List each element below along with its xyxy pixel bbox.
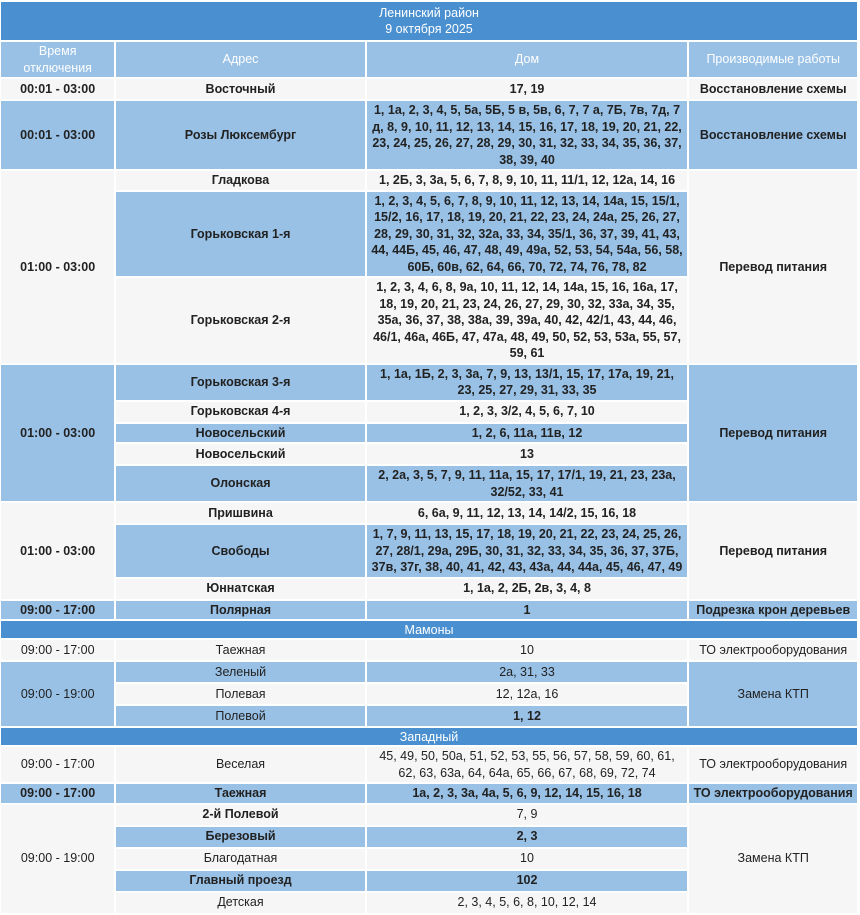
house-cell: 1, 2, 3, 4, 6, 8, 9а, 10, 11, 12, 14, 14а, 15, 16, 16а, 17, 18, 19, 20, 21, 23, 24, 26, 27, 29, 30, 32, 33а, 34, 35, 35а, 36, 37, 38, 38а, 39, 39а, 40, 42, 42/1, 43, 44, 46, 46/1, 46а, 46Б, 47, 47а, 48, 49, 50, 52, 53, 53а, 55, 57, 59, 61 (367, 278, 688, 363)
work-cell: Подрезка крон деревьев (696, 602, 851, 617)
house-cell: 10 (520, 642, 534, 657)
work-cell: Замена КТП (689, 805, 857, 913)
column-header-work: Производимые работы (689, 42, 857, 77)
house-cell: 13 (367, 444, 688, 464)
work-cell: Восстановление схемы (699, 127, 847, 142)
address-cell: Полевая (116, 684, 364, 704)
address-cell: Новосельский (116, 424, 364, 443)
table-row (1, 662, 857, 682)
house-cell: 1, 2, 6, 11а, 11в, 12 (367, 424, 688, 443)
house-cell: 1, 1а, 1Б, 2, 3, 3а, 7, 9, 13, 13/1, 15, 17, 17а, 19, 21, 23, 25, 27, 29, 31, 33, 35 (367, 365, 688, 400)
column-header-address: Адрес (116, 42, 364, 77)
work-cell: Перевод питания (689, 171, 857, 363)
table-row (1, 503, 857, 523)
address-cell: 2-й Полевой (116, 805, 364, 825)
address-cell: Горьковская 2-я (116, 278, 364, 363)
address-cell: Таежная (215, 642, 266, 657)
time-cell: 00:01 - 03:00 (20, 81, 96, 96)
table-row (1, 171, 857, 190)
address-cell: Горьковская 1-я (116, 192, 364, 277)
time-cell: 09:00 - 17:00 (20, 602, 96, 617)
house-cell: 1, 1а, 2, 3, 4, 5, 5а, 5Б, 5 в, 5в, 6, 7, 7 а, 7Б, 7в, 7д, 7 д, 8, 9, 10, 11, 12, 13, 14, 15, 16, 17, 18, 19, 20, 21, 22, 23, 24, 25, 26, 27, 28, 29, 30, 31, 32, 33, 34, 35, 36, 37, 38, 39, 40 (372, 103, 682, 167)
time-cell: 00:01 - 03:00 (20, 127, 96, 142)
address-cell: Полярная (210, 602, 271, 617)
address-cell: Детская (116, 893, 364, 913)
address-cell: Таежная (214, 786, 267, 800)
address-cell: Главный проезд (116, 871, 364, 891)
section-title-zapadny: Западный (1, 728, 857, 745)
house-cell: 1, 7, 9, 11, 13, 15, 17, 18, 19, 20, 21, 22, 23, 24, 25, 26, 27, 28/1, 29а, 29Б, 30, 31, 32, 33, 34, 35, 36, 37, 37Б, 37в, 37г, 38, 40, 41, 42, 43, 43а, 44, 44а, 45, 46, 47, 49 (367, 525, 688, 577)
address-cell: Горьковская 4-я (116, 402, 364, 422)
house-cell: 6, 6а, 9, 11, 12, 13, 14, 14/2, 15, 16, 18 (367, 503, 688, 523)
house-cell: 2а, 31, 33 (367, 662, 688, 682)
house-cell: 1, 1а, 2, 2Б, 2в, 3, 4, 8 (367, 579, 688, 599)
table-row (1, 79, 857, 99)
time-cell: 09:00 - 17:00 (20, 642, 95, 657)
table-row (1, 784, 857, 803)
column-header-row (1, 42, 857, 77)
work-cell: ТО электрооборудования (699, 642, 848, 657)
house-cell: 2, 3 (367, 827, 688, 847)
house-cell: 45, 49, 50, 50а, 51, 52, 53, 55, 56, 57, 58, 59, 60, 61, 62, 63, 63а, 64, 64а, 65, 66, 67, 68, 69, 72, 74 (379, 749, 675, 780)
house-cell: 7, 9 (367, 805, 688, 825)
work-cell: ТО электрооборудования (699, 757, 848, 772)
house-cell: 1, 2Б, 3, 3а, 5, 6, 7, 8, 9, 10, 11, 11/1, 12, 12а, 14, 16 (367, 171, 688, 190)
table-row (1, 805, 857, 825)
address-cell: Восточный (205, 81, 276, 96)
house-cell: 1а, 2, 3, 3а, 4а, 5, 6, 9, 12, 14, 15, 16, 18 (412, 786, 642, 800)
house-cell: 10 (367, 849, 688, 869)
address-cell: Свободы (116, 525, 364, 577)
address-cell: Юннатская (116, 579, 364, 599)
title-row (1, 2, 857, 40)
house-cell: 1 (523, 602, 531, 617)
time-cell: 01:00 - 03:00 (1, 503, 114, 599)
house-cell: 102 (367, 871, 688, 891)
district-title: Ленинский район (379, 5, 479, 20)
table-row (1, 365, 857, 400)
house-cell: 1, 2, 3, 3/2, 4, 5, 6, 7, 10 (367, 402, 688, 422)
address-cell: Зеленый (116, 662, 364, 682)
table-row (1, 640, 857, 660)
column-header-time: Время отключения (1, 42, 114, 77)
address-cell: Веселая (215, 757, 266, 772)
table-row (1, 101, 857, 169)
work-cell: ТО электрооборудования (693, 786, 853, 800)
house-cell: 12, 12а, 16 (367, 684, 688, 704)
house-cell: 1, 12 (367, 706, 688, 726)
address-cell: Горьковская 3-я (116, 365, 364, 400)
house-cell: 1, 2, 3, 4, 5, 6, 7, 8, 9, 10, 11, 12, 13, 14, 14а, 15, 15/1, 15/2, 16, 17, 18, 19, 20, 21, 22, 23, 24, 24а, 25, 26, 27, 28, 29, 30, 31, 32, 32а, 33, 34, 35/1, 36, 37, 39, 41, 43, 44, 44Б, 45, 46, 47, 48, 49, 49а, 52, 53, 54, 54а, 56, 58, 60Б, 60в, 62, 64, 66, 70, 72, 74, 76, 78, 82 (367, 192, 688, 277)
work-cell: Восстановление схемы (699, 81, 847, 96)
address-cell: Олонская (116, 466, 364, 501)
section-header-row (1, 621, 857, 638)
house-cell: 17, 19 (509, 81, 545, 96)
work-cell: Перевод питания (689, 503, 857, 599)
column-header-house: Дом (367, 42, 688, 77)
address-cell: Полевой (116, 706, 364, 726)
time-cell: 01:00 - 03:00 (1, 365, 114, 502)
schedule-date: 9 октября 2025 (385, 22, 473, 36)
house-cell: 2, 2а, 3, 5, 7, 9, 11, 11а, 15, 17, 17/1, 19, 21, 23, 23а, 32/52, 33, 41 (367, 466, 688, 501)
section-header-row (1, 728, 857, 745)
table-row (1, 601, 857, 620)
address-cell: Новосельский (116, 444, 364, 464)
address-cell: Благодатная (116, 849, 364, 869)
work-cell: Перевод питания (689, 365, 857, 502)
time-cell: 09:00 - 17:00 (20, 757, 95, 772)
section-title-mamony: Мамоны (1, 621, 857, 638)
address-cell: Пришвина (116, 503, 364, 523)
time-cell: 09:00 - 19:00 (1, 662, 114, 726)
address-cell: Гладкова (116, 171, 364, 190)
address-cell: Березовый (116, 827, 364, 847)
time-cell: 09:00 - 17:00 (20, 786, 96, 800)
work-cell: Замена КТП (689, 662, 857, 726)
address-cell: Розы Люксембург (184, 127, 297, 142)
time-cell: 01:00 - 03:00 (1, 171, 114, 363)
table-row (1, 747, 857, 782)
time-cell: 09:00 - 19:00 (1, 805, 114, 913)
house-cell: 2, 3, 4, 5, 6, 8, 10, 12, 14 (367, 893, 688, 913)
table-title (1, 2, 857, 40)
